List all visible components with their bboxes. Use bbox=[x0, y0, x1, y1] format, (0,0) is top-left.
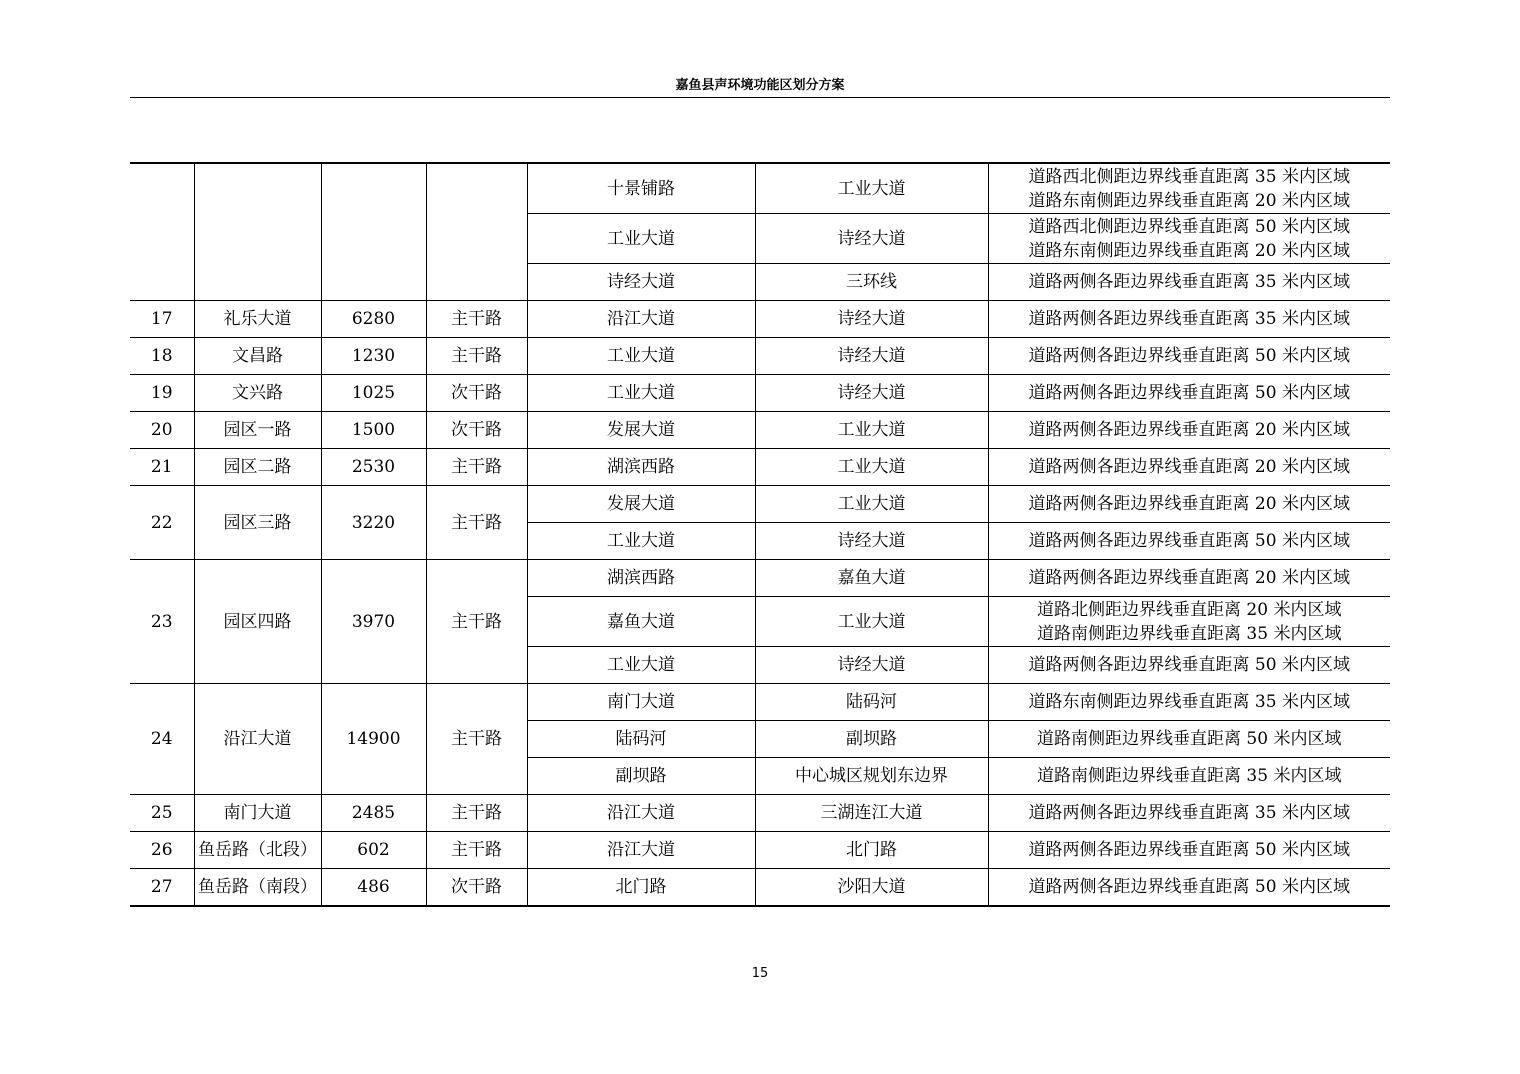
road-name-cell: 南门大道 bbox=[194, 795, 321, 832]
zone-area-line: 道路东南侧距边界线垂直距离 35 米内区域 bbox=[1028, 692, 1350, 712]
table-row bbox=[130, 375, 1390, 412]
zone-area-cell bbox=[988, 721, 1390, 758]
segment-from-cell: 湖滨西路 bbox=[527, 560, 755, 597]
zone-area-line: 道路两侧各距边界线垂直距离 50 米内区域 bbox=[1028, 877, 1350, 897]
zoning-table-body bbox=[130, 163, 1390, 906]
table-row bbox=[130, 301, 1390, 338]
row-number-cell: 17 bbox=[130, 301, 194, 338]
road-length-cell: 14900 bbox=[321, 684, 426, 795]
zone-area-line: 道路两侧各距边界线垂直距离 50 米内区域 bbox=[1028, 655, 1350, 675]
zone-area-line: 道路南侧距边界线垂直距离 35 米内区域 bbox=[1037, 623, 1342, 644]
segment-to-cell: 三湖连江大道 bbox=[755, 795, 988, 832]
zone-area-line: 道路西北侧距边界线垂直距离 50 米内区域 bbox=[1028, 216, 1350, 237]
road-name-cell: 园区四路 bbox=[194, 560, 321, 684]
segment-to-cell: 沙阳大道 bbox=[755, 869, 988, 907]
zone-area-cell bbox=[988, 486, 1390, 523]
row-number-cell: 19 bbox=[130, 375, 194, 412]
road-grade-cell: 主干路 bbox=[426, 301, 527, 338]
table-row bbox=[130, 832, 1390, 869]
zone-area-cell bbox=[988, 684, 1390, 721]
road-grade-cell: 次干路 bbox=[426, 869, 527, 907]
segment-from-cell: 工业大道 bbox=[527, 214, 755, 264]
road-length-cell: 1230 bbox=[321, 338, 426, 375]
zone-area-line: 道路东南侧距边界线垂直距离 20 米内区域 bbox=[1028, 190, 1350, 211]
zone-area-cell bbox=[988, 264, 1390, 301]
segment-to-cell: 诗经大道 bbox=[755, 338, 988, 375]
row-number-cell: 25 bbox=[130, 795, 194, 832]
row-number-cell: 21 bbox=[130, 449, 194, 486]
zone-area-cell bbox=[988, 758, 1390, 795]
segment-to-cell: 诗经大道 bbox=[755, 301, 988, 338]
zone-area-cell bbox=[988, 523, 1390, 560]
segment-to-cell: 诗经大道 bbox=[755, 523, 988, 560]
road-grade-cell: 主干路 bbox=[426, 486, 527, 560]
segment-to-cell: 中心城区规划东边界 bbox=[755, 758, 988, 795]
zone-area-cell bbox=[988, 647, 1390, 684]
road-length-cell bbox=[321, 163, 426, 301]
segment-to-cell: 嘉鱼大道 bbox=[755, 560, 988, 597]
road-length-cell: 6280 bbox=[321, 301, 426, 338]
zone-area-line: 道路两侧各距边界线垂直距离 35 米内区域 bbox=[1028, 309, 1350, 329]
road-name-cell: 园区三路 bbox=[194, 486, 321, 560]
zone-area-line: 道路两侧各距边界线垂直距离 20 米内区域 bbox=[1028, 457, 1350, 477]
segment-to-cell: 工业大道 bbox=[755, 597, 988, 647]
road-grade-cell: 主干路 bbox=[426, 560, 527, 684]
zone-area-cell bbox=[988, 375, 1390, 412]
zone-area-cell bbox=[988, 412, 1390, 449]
row-number-cell: 20 bbox=[130, 412, 194, 449]
segment-to-cell: 诗经大道 bbox=[755, 214, 988, 264]
segment-to-cell: 诗经大道 bbox=[755, 375, 988, 412]
segment-from-cell: 工业大道 bbox=[527, 647, 755, 684]
page-header-title: 嘉鱼县声环境功能区划分方案 bbox=[675, 78, 845, 93]
segment-to-cell: 陆码河 bbox=[755, 684, 988, 721]
road-name-cell: 鱼岳路（南段） bbox=[194, 869, 321, 907]
segment-from-cell: 发展大道 bbox=[527, 412, 755, 449]
road-length-cell: 486 bbox=[321, 869, 426, 907]
segment-from-cell: 湖滨西路 bbox=[527, 449, 755, 486]
zone-area-line: 道路两侧各距边界线垂直距离 50 米内区域 bbox=[1028, 531, 1350, 551]
segment-from-cell: 十景铺路 bbox=[527, 163, 755, 214]
road-grade-cell: 次干路 bbox=[426, 412, 527, 449]
road-grade-cell bbox=[426, 163, 527, 301]
table-row bbox=[130, 412, 1390, 449]
zone-area-line: 道路两侧各距边界线垂直距离 20 米内区域 bbox=[1028, 494, 1350, 514]
segment-from-cell: 南门大道 bbox=[527, 684, 755, 721]
road-length-cell: 2530 bbox=[321, 449, 426, 486]
zone-area-cell bbox=[988, 869, 1390, 907]
road-length-cell: 602 bbox=[321, 832, 426, 869]
segment-to-cell: 工业大道 bbox=[755, 449, 988, 486]
row-number-cell: 23 bbox=[130, 560, 194, 684]
zone-area-cell bbox=[988, 338, 1390, 375]
row-number-cell: 18 bbox=[130, 338, 194, 375]
segment-from-cell: 工业大道 bbox=[527, 523, 755, 560]
table-row bbox=[130, 163, 1390, 214]
road-grade-cell: 主干路 bbox=[426, 832, 527, 869]
zoning-table bbox=[130, 162, 1390, 907]
segment-from-cell: 沿江大道 bbox=[527, 795, 755, 832]
segment-from-cell: 工业大道 bbox=[527, 375, 755, 412]
row-number-cell: 26 bbox=[130, 832, 194, 869]
header-divider bbox=[130, 97, 1390, 98]
table-row bbox=[130, 338, 1390, 375]
row-number-cell bbox=[130, 163, 194, 301]
page-number: 15 bbox=[751, 966, 769, 981]
segment-from-cell: 陆码河 bbox=[527, 721, 755, 758]
row-number-cell: 27 bbox=[130, 869, 194, 907]
segment-to-cell: 工业大道 bbox=[755, 412, 988, 449]
table-row bbox=[130, 486, 1390, 523]
segment-to-cell: 工业大道 bbox=[755, 486, 988, 523]
zone-area-line: 道路北侧距边界线垂直距离 20 米内区域 bbox=[1037, 599, 1342, 620]
road-length-cell: 1025 bbox=[321, 375, 426, 412]
zone-area-line: 道路两侧各距边界线垂直距离 20 米内区域 bbox=[1028, 568, 1350, 588]
zone-area-line: 道路南侧距边界线垂直距离 50 米内区域 bbox=[1037, 729, 1342, 749]
zone-area-line: 道路南侧距边界线垂直距离 35 米内区域 bbox=[1037, 766, 1342, 786]
zoning-table-container bbox=[130, 162, 1390, 907]
table-row bbox=[130, 449, 1390, 486]
table-row bbox=[130, 795, 1390, 832]
zone-area-cell bbox=[988, 214, 1390, 264]
segment-to-cell: 工业大道 bbox=[755, 163, 988, 214]
zone-area-cell bbox=[988, 163, 1390, 214]
road-name-cell bbox=[194, 163, 321, 301]
road-name-cell: 文昌路 bbox=[194, 338, 321, 375]
segment-from-cell: 副坝路 bbox=[527, 758, 755, 795]
zone-area-line: 道路两侧各距边界线垂直距离 50 米内区域 bbox=[1028, 840, 1350, 860]
zone-area-line: 道路东南侧距边界线垂直距离 20 米内区域 bbox=[1028, 240, 1350, 261]
road-length-cell: 1500 bbox=[321, 412, 426, 449]
road-name-cell: 文兴路 bbox=[194, 375, 321, 412]
road-grade-cell: 次干路 bbox=[426, 375, 527, 412]
zone-area-cell bbox=[988, 597, 1390, 647]
table-row bbox=[130, 684, 1390, 721]
road-grade-cell: 主干路 bbox=[426, 684, 527, 795]
segment-to-cell: 北门路 bbox=[755, 832, 988, 869]
segment-from-cell: 诗经大道 bbox=[527, 264, 755, 301]
road-length-cell: 2485 bbox=[321, 795, 426, 832]
road-name-cell: 鱼岳路（北段） bbox=[194, 832, 321, 869]
road-name-cell: 沿江大道 bbox=[194, 684, 321, 795]
road-name-cell: 礼乐大道 bbox=[194, 301, 321, 338]
table-row bbox=[130, 869, 1390, 907]
zone-area-cell bbox=[988, 301, 1390, 338]
zone-area-line: 道路两侧各距边界线垂直距离 35 米内区域 bbox=[1028, 272, 1350, 292]
zone-area-cell bbox=[988, 832, 1390, 869]
segment-to-cell: 诗经大道 bbox=[755, 647, 988, 684]
road-grade-cell: 主干路 bbox=[426, 338, 527, 375]
segment-from-cell: 嘉鱼大道 bbox=[527, 597, 755, 647]
segment-from-cell: 沿江大道 bbox=[527, 301, 755, 338]
road-grade-cell: 主干路 bbox=[426, 449, 527, 486]
road-grade-cell: 主干路 bbox=[426, 795, 527, 832]
segment-from-cell: 沿江大道 bbox=[527, 832, 755, 869]
zone-area-line: 道路西北侧距边界线垂直距离 35 米内区域 bbox=[1028, 166, 1350, 187]
zone-area-cell bbox=[988, 560, 1390, 597]
row-number-cell: 24 bbox=[130, 684, 194, 795]
zone-area-cell bbox=[988, 449, 1390, 486]
road-length-cell: 3220 bbox=[321, 486, 426, 560]
zone-area-line: 道路两侧各距边界线垂直距离 50 米内区域 bbox=[1028, 383, 1350, 403]
road-name-cell: 园区二路 bbox=[194, 449, 321, 486]
segment-to-cell: 三环线 bbox=[755, 264, 988, 301]
segment-from-cell: 北门路 bbox=[527, 869, 755, 907]
segment-from-cell: 工业大道 bbox=[527, 338, 755, 375]
zone-area-cell bbox=[988, 795, 1390, 832]
row-number-cell: 22 bbox=[130, 486, 194, 560]
segment-from-cell: 发展大道 bbox=[527, 486, 755, 523]
zone-area-line: 道路两侧各距边界线垂直距离 20 米内区域 bbox=[1028, 420, 1350, 440]
road-length-cell: 3970 bbox=[321, 560, 426, 684]
zone-area-line: 道路两侧各距边界线垂直距离 50 米内区域 bbox=[1028, 346, 1350, 366]
table-row bbox=[130, 560, 1390, 597]
road-name-cell: 园区一路 bbox=[194, 412, 321, 449]
zone-area-line: 道路两侧各距边界线垂直距离 35 米内区域 bbox=[1028, 803, 1350, 823]
segment-to-cell: 副坝路 bbox=[755, 721, 988, 758]
